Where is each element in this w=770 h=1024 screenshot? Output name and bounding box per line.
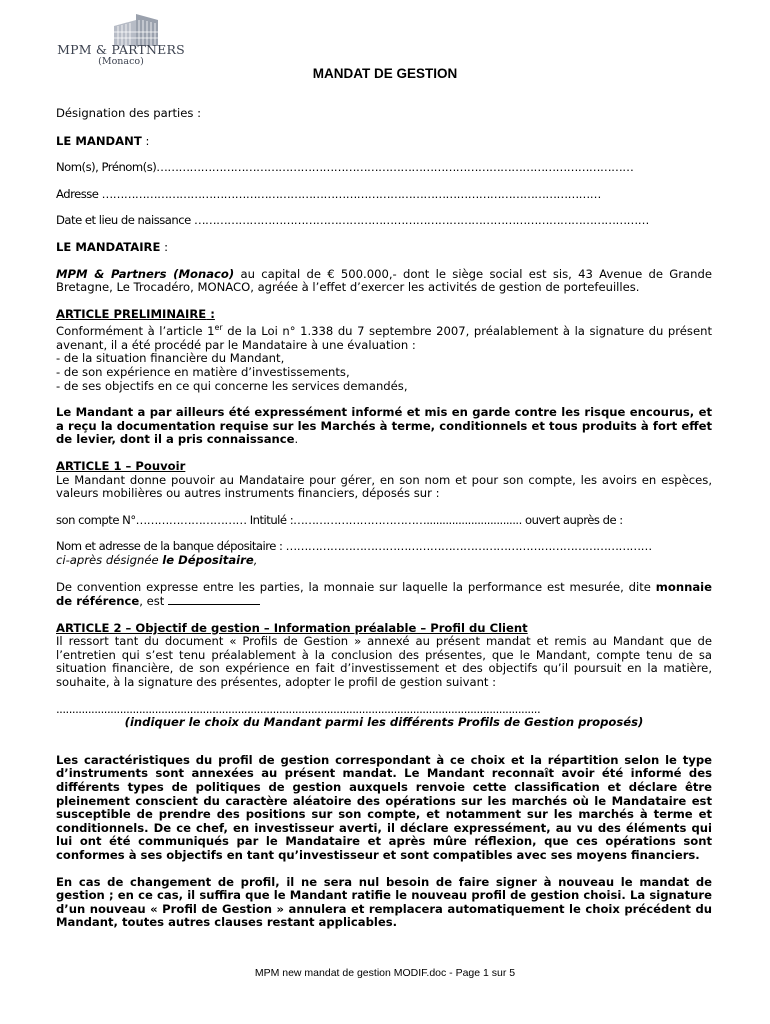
account-field[interactable]: son compte N°………………………… Intitulé :……………………………….............................. ouvert auprès de : [56,512,623,527]
article2-para2-text: En cas de changement de profil, il ne sera nul besoin de faire signer à nouveau le mandat de gestion ; en ce cas, il suffira que le Mandant ratifie le nouveau profil de gestion choisi. La signature d’un nouveau « Profil de Gestion » annulera et remplacera automatiquement le choix précédent du Mandant, toutes autres clauses restant applicables. [56,874,712,930]
article2-para1 [56,754,712,863]
depositaire-line [56,554,712,568]
preliminaire-text-a: Conformément à l’article 1 [56,324,215,339]
preliminaire-warning [56,406,712,447]
monnaie-c: , est [139,594,169,609]
depositaire-b: le Dépositaire [162,552,254,567]
preliminaire-title: ARTICLE PRELIMINAIRE [56,306,207,321]
mandant-address-field[interactable]: Adresse ……………………………………………………………………………………………………………………… [56,186,601,201]
bank-field[interactable]: Nom et adresse de la banque dépositaire : ……………………………………………………………………………………… [56,539,652,554]
logo-name: MPM & PARTNERS [57,42,185,57]
article2-para2 [56,876,712,930]
article1-title-text: ARTICLE 1 – Pouvoir [56,458,186,473]
article2-para1-text: Les caractéristiques du profil de gestion correspondant à ce choix et la répartition selon le type d’instruments sont annexées au présent mandat. Le Mandant reconnaît avoir été informé des différents types de politiques de gestion auxquels renvoie cette classification et déclare être pleinement conscient du caractère aléatoire des opérations sur les marchés où le Mandataire est susceptible de prendre des positions sur son compte, et notamment sur les marchés à terme et conditionnels. De ce chef, en investisseur averti, il déclare expressément, au vu des éléments qui lui ont été communiqués par le Mandataire et après mûre réflexion, que ces opérations sont conformes à ses objectifs en tant qu’investisseur et sont compatibles avec ses moyens financiers. [56,752,712,863]
article1-title [56,460,712,474]
article-preliminaire-title [56,308,712,322]
preliminaire-warning-end: . [294,432,299,447]
depositaire-c: , [253,552,258,567]
mandataire-company: MPM & Partners (Monaco) [56,266,235,281]
page-title: MANDAT DE GESTION [312,66,458,81]
monnaie-b: monnaie de référence [56,579,712,609]
preliminaire-warning-text: Le Mandant a par ailleurs été expressément informé et mis en garde contre les risque encourus, et a reçu la documentation requise sur les Marchés à terme, conditionnels et tous produits à fort effet de levier, dont il a pris connaissance [56,405,712,447]
logo-subtitle: (Monaco) [98,56,144,67]
profile-hint-text: (indiquer le choix du Mandant parmi les différents Profils de Gestion proposés) [124,715,644,730]
preliminaire-text-b: de la Loi n° 1.338 du 7 septembre 2007, préalablement à la signature du présent avenant, il a été procédé par le Mandataire à une évaluation : [56,324,712,352]
profile-hint [56,716,712,730]
preliminaire-sup: er [214,323,223,333]
building-logo-icon [106,12,166,46]
mandant-heading [56,135,712,149]
depositaire-a: ci-après désignée [56,552,163,567]
preliminaire-item: - de son expérience en matière d’investissements, [56,364,350,379]
article1-text: Le Mandant donne pouvoir au Mandataire pour gérer, en son nom et pour son compte, les avoirs en espèces, valeurs mobilières ou autres instruments financiers, déposés sur : [56,472,712,501]
monnaie-blank-field[interactable] [168,594,260,605]
mandataire-description [56,268,712,295]
mandant-label: LE MANDANT [56,133,142,148]
preliminaire-title-colon: : [206,306,215,321]
preliminaire-item: - de la situation financière du Mandant, [56,351,285,366]
mandataire-colon: : [160,239,168,254]
preliminaire-text [56,321,712,352]
designation-heading: Désignation des parties : [56,106,202,120]
mandataire-heading [56,241,712,255]
document-body [56,107,712,930]
monnaie-a: De convention expresse entre les parties, la monnaie sur laquelle la performance est mesurée, dite [56,579,656,594]
mandant-name-field[interactable]: Nom(s), Prénom(s)………………………………………………………………………………………………………………… [56,160,634,175]
company-logo [56,12,186,68]
article2-title [56,622,712,636]
mandataire-text: au capital de € 500.000,- dont le siège social est sis, 43 Avenue de Grande Bretagne, Le Trocadéro, MONACO, agréée à l’effet d’exercer les activités de gestion de portefeuilles. [56,266,712,295]
monnaie-text [56,581,712,609]
article2-text: Il ressort tant du document « Profils de Gestion » annexé au présent mandat et remis au Mandant que de l’entretien qui s’est tenu préalablement à la conclusion des présentes, que le Mandant, compte tenu de sa situation financière, de son expérience en fait d’investissement et des objectifs qu’il poursuit en la matière, souhaite, à la signature des présentes, adopter le profil de gestion suivant : [56,634,712,690]
article2-title-text: ARTICLE 2 – Objectif de gestion – Information préalable – Profil du Client [56,620,528,635]
profile-choice-field[interactable]: ........................................................................................................................................................ [56,701,541,716]
mandant-colon: : [141,133,150,148]
page-footer: MPM new mandat de gestion MODIF.doc - Page 1 sur 5 [254,967,516,979]
preliminaire-item: - de ses objectifs en ce qui concerne les services demandés, [56,378,408,393]
mandant-birth-field[interactable]: Date et lieu de naissance …………………………………………………………………………………………………………… [56,213,649,228]
mandataire-label: LE MANDATAIRE [56,239,161,254]
